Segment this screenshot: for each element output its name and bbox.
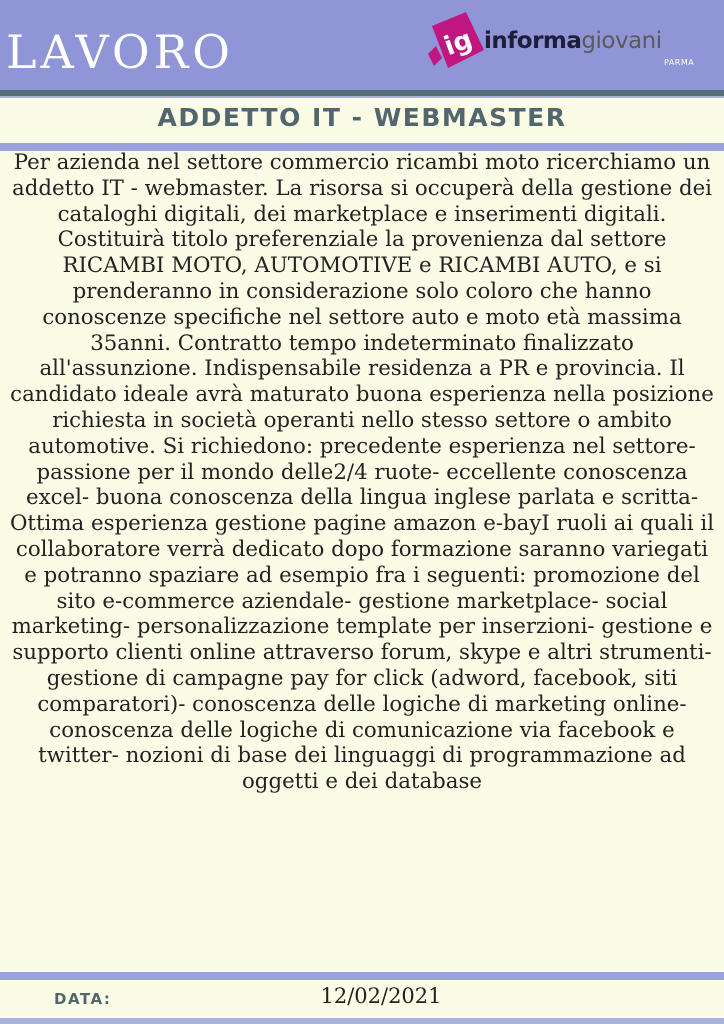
svg-text:ig: ig	[440, 24, 477, 63]
job-title: ADDETTO IT - WEBMASTER	[157, 103, 567, 132]
header-banner	[0, 0, 724, 90]
logo-subtitle: PARMA	[664, 58, 695, 67]
logo-word-giovani: giovani	[581, 28, 662, 54]
informagiovani-logo	[426, 6, 718, 78]
section-title: LAVORO	[6, 25, 234, 79]
date-value: 12/02/2021	[320, 984, 442, 1008]
ig-logo-icon	[426, 6, 488, 76]
divider-footer	[0, 972, 724, 980]
date-label: DATA:	[54, 990, 112, 1008]
logo-wordmark	[484, 26, 662, 56]
job-description: Per azienda nel settore commercio ricambi moto ricerchiamo un addetto IT - webmaster. La risorsa si occuperà della gestione dei cataloghi digitali, dei marketplace e inserimenti digitali. Costituirà titolo preferenziale la provenienza dal settore RICAMBI MOTO, AUTOMOTIVE e RICAMBI AUTO, e si prenderanno in considerazione solo coloro che hanno conoscenze specifiche nel settore auto e moto età massima 35anni. Contratto tempo indeterminato finalizzato all'assunzione. Indispensabile residenza a PR e provincia. Il candidato ideale avrà maturato buona esperienza nella posizione richiesta in società operanti nello stesso settore o ambito automotive. Si richiedono: precedente esperienza nel settore- passione per il mondo delle2/4 ruote- eccellente conoscenza excel- buona conoscenza della lingua inglese parlata e scritta- Ottima esperienza gestione pagine amazon e-bayI ruoli ai quali il collaboratore verrà dedicato dopo formazione saranno variegati e potranno spaziare ad esempio fra i seguenti: promozione del sito e-commerce aziendale- gestione marketplace- social marketing- personalizzazione template per inserzioni- gestione e supporto clienti online attraverso forum, skype e altri strumenti- gestione di campagne pay for click (adword, facebook, siti comparatori)- conoscenza delle logiche di marketing online- conoscenza delle logiche di comunicazione via facebook e twitter- nozioni di base dei linguaggi di programmazione ad oggetti e dei database	[9, 150, 715, 795]
footer-line	[0, 1018, 724, 1024]
logo-word-informa: informa	[484, 28, 582, 54]
